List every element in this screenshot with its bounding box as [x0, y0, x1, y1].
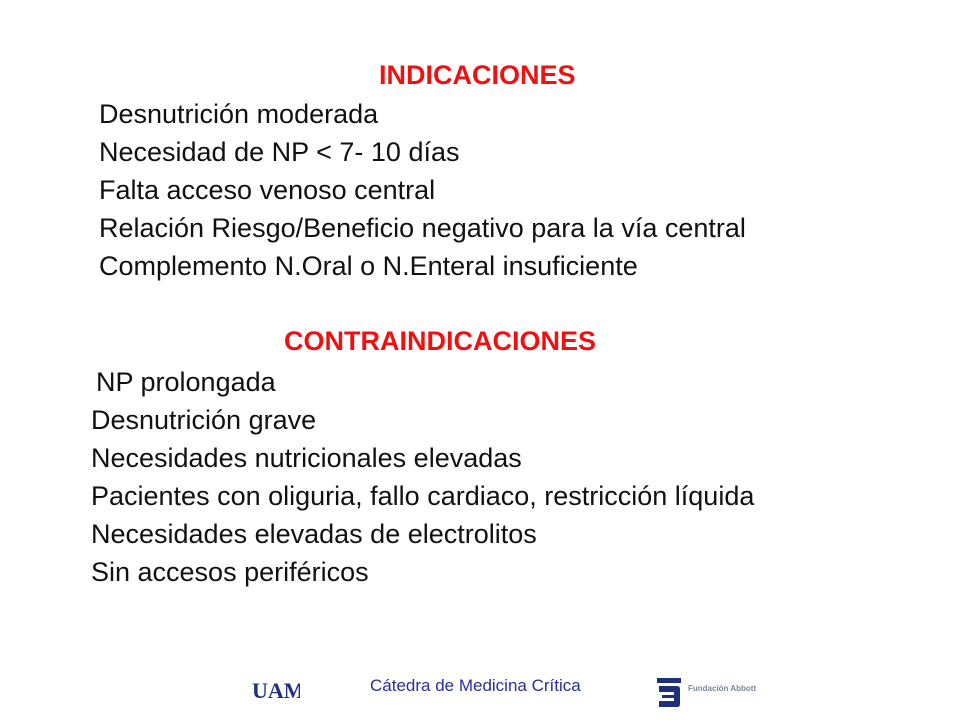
contraindicaciones-item-1: NP prolongada	[96, 367, 276, 397]
footer-caption: Cátedra de Medicina Crítica	[370, 676, 581, 695]
indicaciones-item-2: Necesidad de NP < 7- 10 días	[99, 137, 460, 167]
indicaciones-item-1: Desnutrición moderada	[99, 99, 379, 129]
svg-text:UAM: UAM	[252, 678, 300, 702]
contraindicaciones-item-3: Necesidades nutricionales elevadas	[91, 443, 522, 473]
indicaciones-item-4: Relación Riesgo/Beneficio negativo para la vía central	[99, 213, 746, 243]
abbott-mark-icon	[656, 676, 682, 710]
indicaciones-item-5: Complemento N.Oral o N.Enteral insuficiente	[99, 251, 638, 281]
contraindicaciones-item-4: Pacientes con oliguria, fallo cardiaco, restricción líquida	[91, 481, 755, 511]
indicaciones-item-3: Falta acceso venoso central	[99, 175, 436, 205]
abbott-logo-text: Fundación Abbott	[688, 684, 757, 693]
contraindicaciones-heading: CONTRAINDICACIONES	[284, 326, 597, 356]
contraindicaciones-item-2: Desnutrición grave	[91, 405, 317, 435]
contraindicaciones-item-6: Sin accesos periféricos	[91, 557, 369, 587]
indicaciones-heading: INDICACIONES	[379, 60, 576, 90]
contraindicaciones-item-5: Necesidades elevadas de electrolitos	[91, 519, 537, 549]
abbott-logo	[656, 676, 756, 710]
uam-logo	[252, 676, 300, 702]
